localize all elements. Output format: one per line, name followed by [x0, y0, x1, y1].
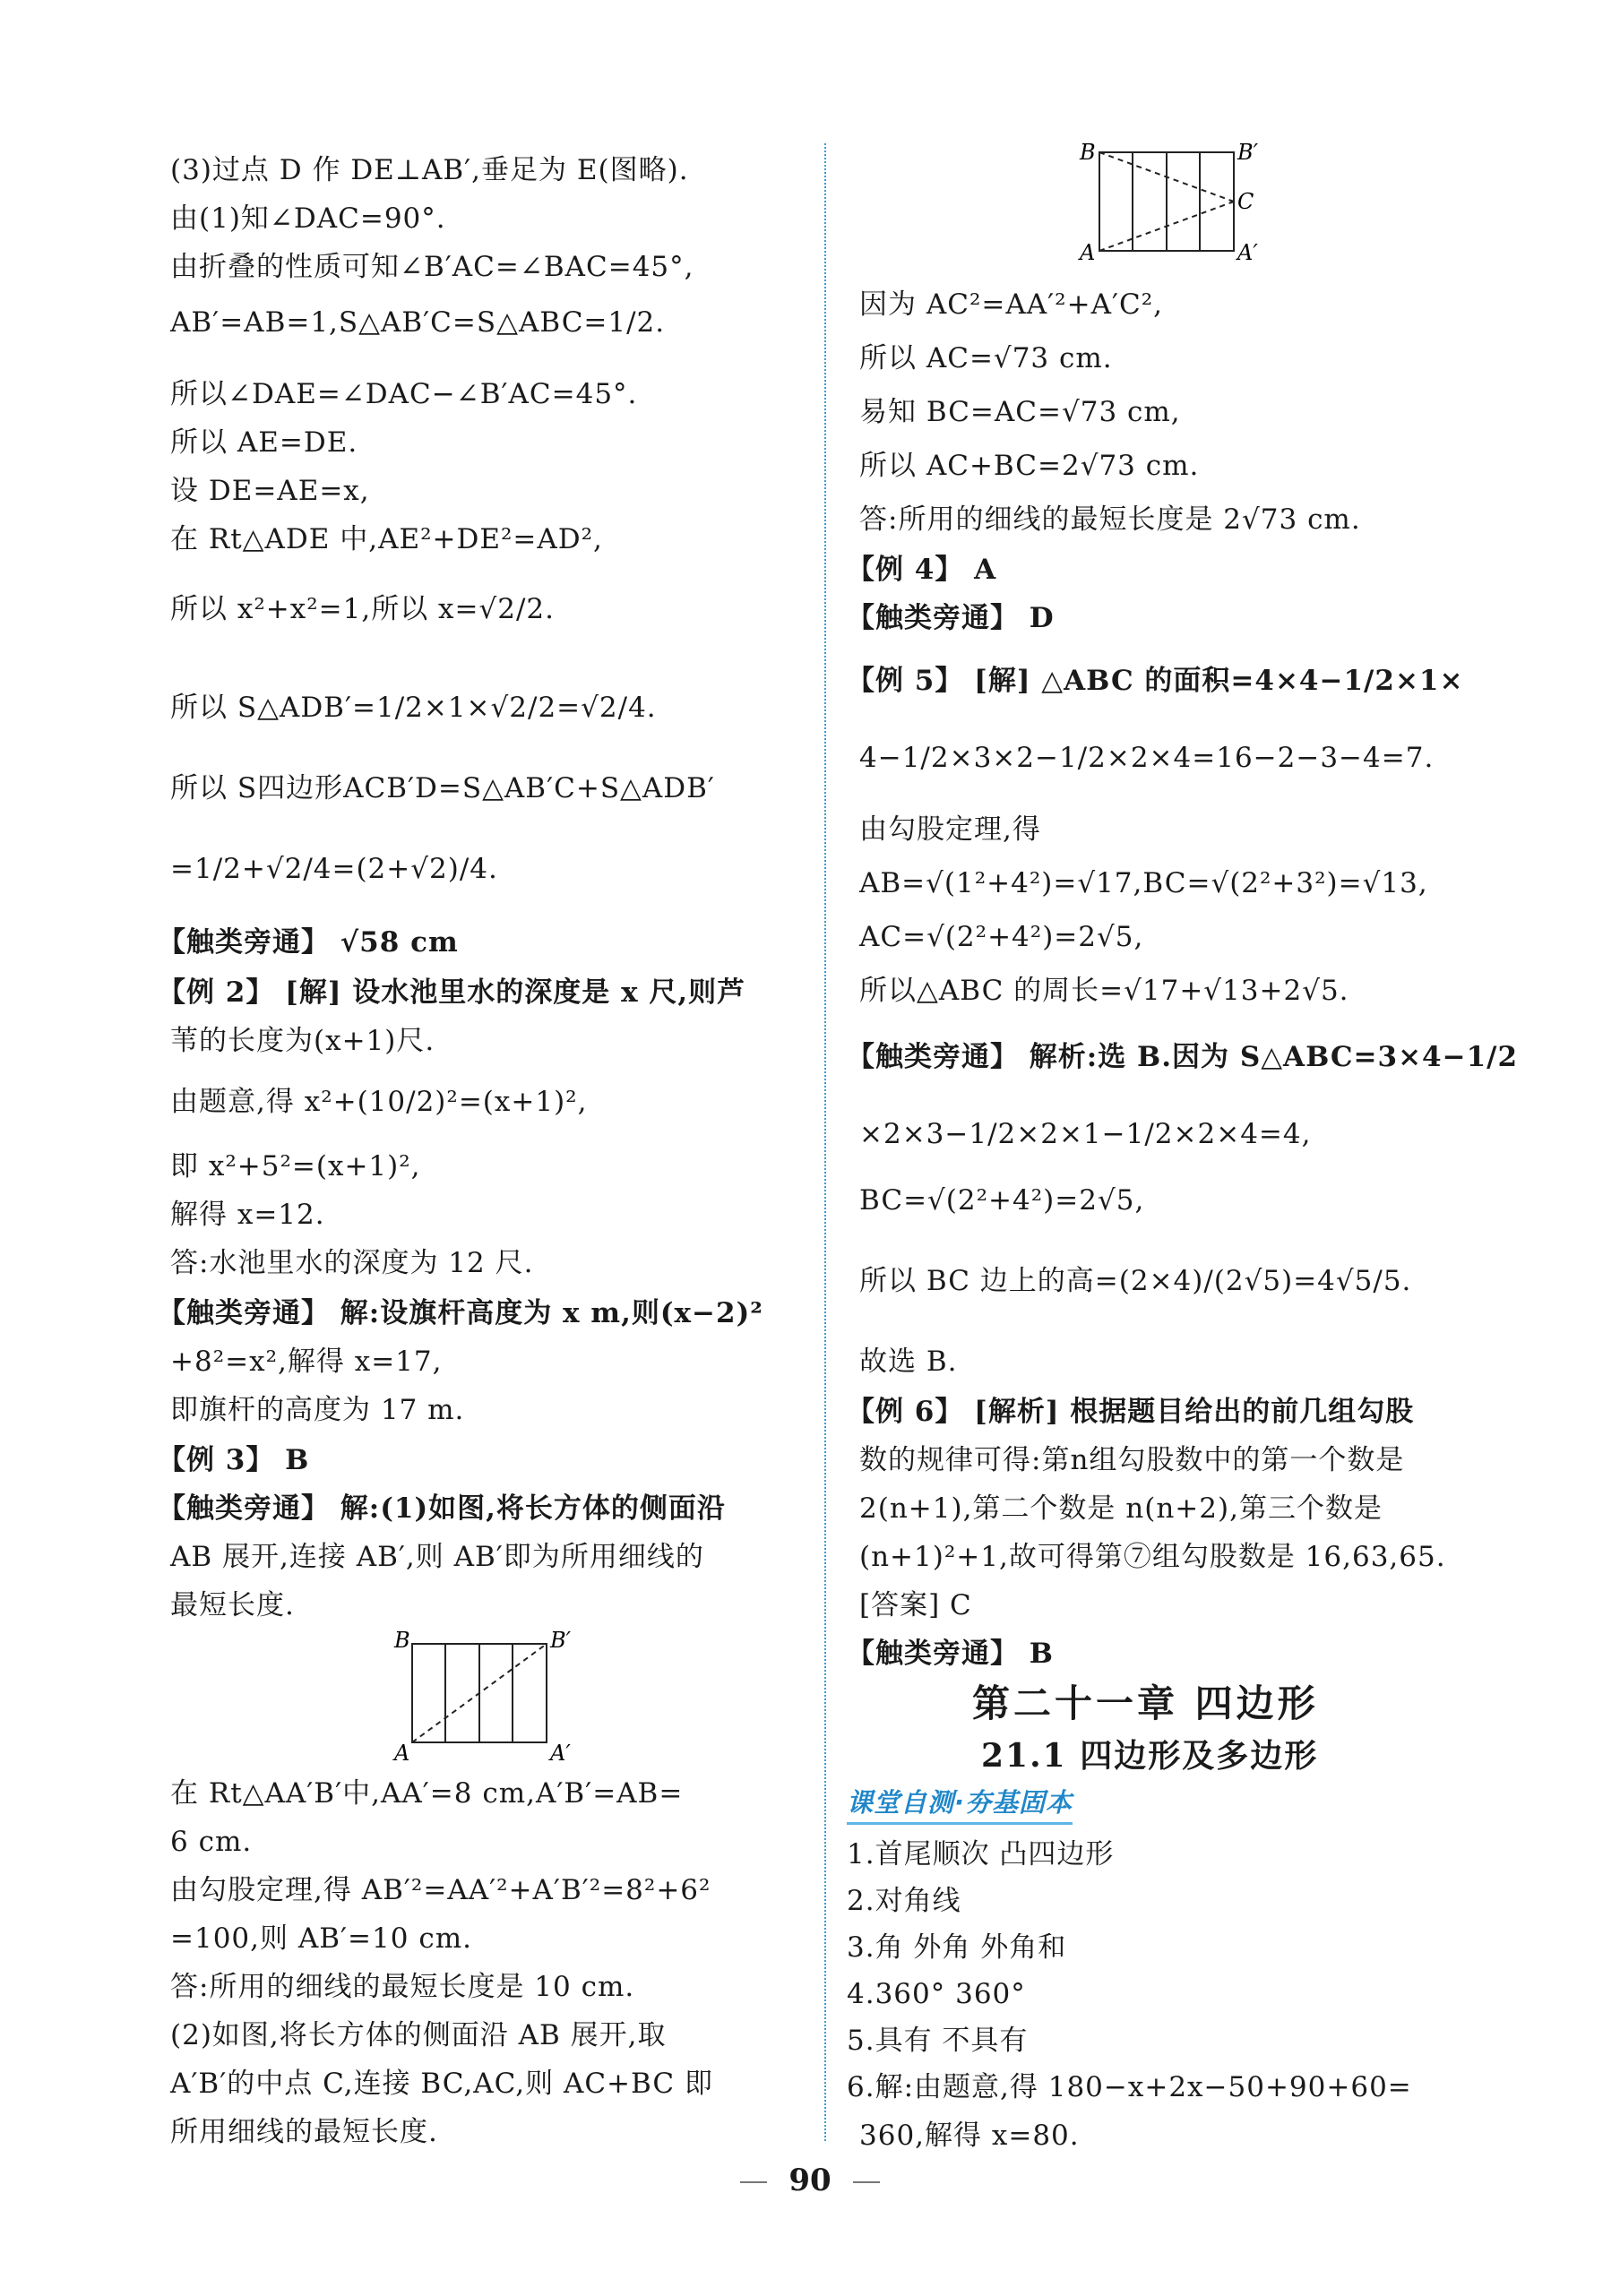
text-line: 由折叠的性质可知∠B′AC=∠BAC=45°, — [170, 251, 694, 283]
text-line: 所以 AE=DE. — [170, 426, 358, 459]
page-number: 90 — [788, 2163, 832, 2198]
list-item: 2.对角线 — [847, 1885, 961, 1917]
text-line: 答:水池里水的深度为 12 尺. — [170, 1247, 534, 1279]
text-line: 所以 AC+BC=2√73 cm. — [859, 450, 1200, 482]
text-line: 因为 AC²=AA′²+A′C², — [859, 288, 1164, 321]
example-heading: 【例 2】 [解] 设水池里水的深度是 x 尺,则芦 — [158, 976, 746, 1009]
text-line: 由勾股定理,得 — [859, 813, 1041, 846]
text-line: 所以∠DAE=∠DAC−∠B′AC=45°. — [170, 378, 638, 410]
text-line: AB′=AB=1,S△AB′C=S△ABC=1/2. — [170, 306, 666, 339]
label-a: A — [394, 1741, 410, 1766]
example-heading: 【例 4】 A — [847, 554, 997, 586]
text-line: (n+1)²+1,故可得第⑦组勾股数是 16,63,65. — [859, 1541, 1446, 1573]
exercise-answer: 【触类旁通】 解:(1)如图,将长方体的侧面沿 — [158, 1492, 726, 1525]
text-line: 2(n+1),第二个数是 n(n+2),第三个数是 — [859, 1492, 1383, 1525]
chapter-title: 第二十一章 四边形 — [972, 1681, 1319, 1725]
text-line: ×2×3−1/2×2×1−1/2×2×4=4, — [859, 1118, 1312, 1150]
list-item: 1.首尾顺次 凸四边形 — [847, 1838, 1115, 1870]
page-footer — [0, 2163, 1620, 2198]
text-line: 设 DE=AE=x, — [170, 475, 370, 507]
text-line: 由(1)知∠DAC=90°. — [170, 202, 446, 235]
text-line: 在 Rt△ADE 中,AE²+DE²=AD², — [170, 523, 603, 555]
answer-line: [答案] C — [859, 1589, 972, 1621]
text-line: 即 x²+5²=(x+1)², — [170, 1150, 421, 1182]
text-line: =1/2+√2/4=(2+√2)/4. — [170, 853, 498, 885]
example-heading: 【例 5】 [解] △ABC 的面积=4×4−1/2×1× — [847, 665, 1464, 697]
text-line: 故选 B. — [859, 1346, 958, 1378]
text-line: 由题意,得 x²+(10/2)²=(x+1)², — [170, 1086, 588, 1118]
column-divider — [824, 143, 826, 2141]
text-line: AC=√(2²+4²)=2√5, — [859, 921, 1144, 953]
list-item: 360,解得 x=80. — [859, 2120, 1080, 2152]
label-b: B — [394, 1628, 410, 1653]
exercise-answer: 【触类旁通】 B — [847, 1638, 1054, 1670]
text-line: 由勾股定理,得 AB′²=AA′²+A′B′²=8²+6² — [170, 1874, 711, 1906]
text-line: 所以 x²+x²=1,所以 x=√2/2. — [170, 593, 556, 625]
text-line: 即旗杆的高度为 17 m. — [170, 1394, 465, 1426]
text-line: BC=√(2²+4²)=2√5, — [859, 1184, 1145, 1217]
text-line: AB 展开,连接 AB′,则 AB′即为所用细线的 — [170, 1541, 704, 1573]
text-line: 最短长度. — [170, 1589, 295, 1621]
unfolded-box-figure-2 — [1080, 140, 1259, 276]
text-line: AB=√(1²+4²)=√17,BC=√(2²+3²)=√13, — [859, 867, 1428, 899]
unfolded-box-figure-1 — [394, 1626, 572, 1769]
text-line: (2)如图,将长方体的侧面沿 AB 展开,取 — [170, 2019, 667, 2051]
label-c: C — [1237, 189, 1254, 214]
list-item: 4.360° 360° — [847, 1978, 1026, 2010]
text-line: A′B′的中点 C,连接 BC,AC,则 AC+BC 即 — [170, 2068, 713, 2100]
list-item: 5.具有 不具有 — [847, 2025, 1029, 2057]
exercise-answer: 【触类旁通】 解:设旗杆高度为 x m,则(x−2)² — [158, 1297, 763, 1329]
text-line: 所以△ABC 的周长=√17+√13+2√5. — [859, 975, 1349, 1007]
example-heading: 【例 3】 B — [158, 1444, 310, 1476]
text-line: 苇的长度为(x+1)尺. — [170, 1025, 435, 1057]
label-a: A — [1080, 240, 1096, 265]
text-line: =100,则 AB′=10 cm. — [170, 1922, 472, 1955]
text-line: 4−1/2×3×2−1/2×2×4=16−2−3−4=7. — [859, 742, 1435, 774]
example-heading: 【例 6】 [解析] 根据题目给出的前几组勾股 — [847, 1396, 1415, 1428]
text-line: 易知 BC=AC=√73 cm, — [859, 396, 1181, 428]
section-title: 21.1 四边形及多边形 — [981, 1737, 1319, 1775]
list-item: 3.角 外角 外角和 — [847, 1931, 1067, 1964]
label-b-prime: B′ — [1237, 140, 1259, 165]
subsection-label: 课堂自测·夯基固本 — [847, 1784, 1073, 1825]
label-a-prime: A′ — [1237, 240, 1258, 265]
text-line: 答:所用的细线的最短长度是 10 cm. — [170, 1971, 635, 2003]
text-line: 答:所用的细线的最短长度是 2√73 cm. — [859, 503, 1361, 536]
text-line: 在 Rt△AA′B′中,AA′=8 cm,A′B′=AB= — [170, 1777, 684, 1810]
exercise-answer: 【触类旁通】 √58 cm — [158, 926, 459, 959]
text-line: 所用细线的最短长度. — [170, 2116, 438, 2148]
text-line: 数的规律可得:第n组勾股数中的第一个数是 — [859, 1444, 1405, 1476]
list-item: 6.解:由题意,得 180−x+2x−50+90+60= — [847, 2071, 1412, 2103]
text-line: (3)过点 D 作 DE⊥AB′,垂足为 E(图略). — [170, 154, 689, 186]
text-line: 解得 x=12. — [170, 1199, 325, 1231]
text-line: 所以 S四边形ACB′D=S△AB′C+S△ADB′ — [170, 772, 715, 804]
label-a-prime: A′ — [550, 1741, 571, 1766]
text-line: 6 cm. — [170, 1826, 253, 1858]
exercise-answer: 【触类旁通】 解析:选 B.因为 S△ABC=3×4−1/2 — [847, 1041, 1519, 1073]
text-line: 所以 AC=√73 cm. — [859, 342, 1113, 374]
label-b: B — [1080, 140, 1096, 165]
text-line: 所以 S△ADB′=1/2×1×√2/2=√2/4. — [170, 692, 657, 724]
exercise-answer: 【触类旁通】 D — [847, 602, 1055, 634]
label-b-prime: B′ — [550, 1628, 572, 1653]
text-line: +8²=x²,解得 x=17, — [170, 1346, 443, 1378]
text-line: 所以 BC 边上的高=(2×4)/(2√5)=4√5/5. — [859, 1265, 1412, 1297]
